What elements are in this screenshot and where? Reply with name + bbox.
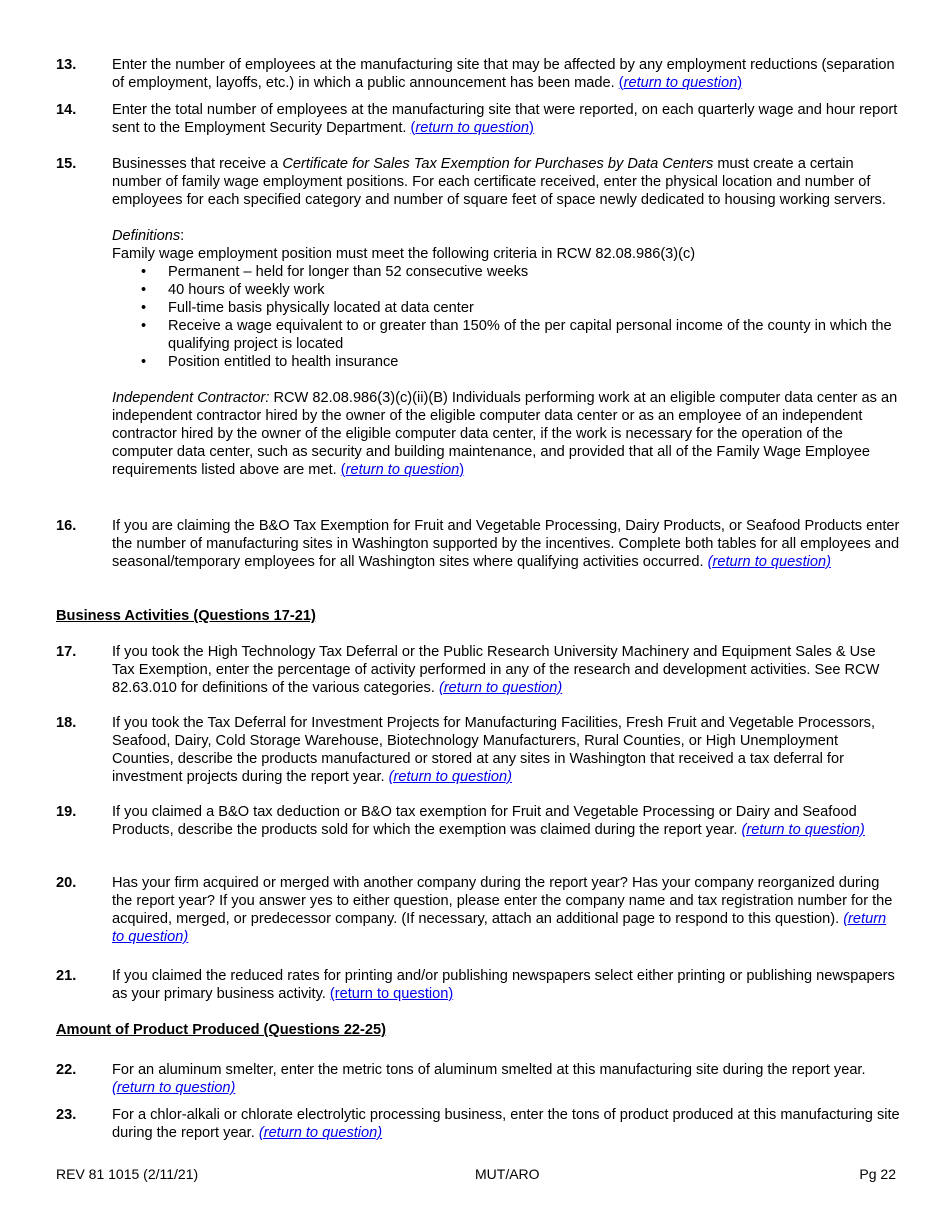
- return-to-question-link[interactable]: (return to question): [388, 769, 512, 785]
- question-text: For an aluminum smelter, enter the metric tons of aluminum smelted at this manufacturing site during the report year.: [112, 1062, 866, 1078]
- question-20: [56, 874, 902, 946]
- footer-center-label: MUT/ARO: [475, 1166, 540, 1182]
- footer-form-number: REV 81 1015 (2/11/21): [56, 1166, 199, 1182]
- return-to-question-link[interactable]: (return to question): [410, 120, 534, 136]
- question-17: [56, 643, 902, 697]
- question-19: [56, 803, 902, 839]
- return-to-question-link[interactable]: (return to question): [618, 75, 743, 91]
- return-to-question-link[interactable]: (return to question): [112, 911, 887, 945]
- list-item: • Position entitled to health insurance: [168, 353, 902, 371]
- question-text: If you took the Tax Deferral for Investment Projects for Manufacturing Facilities, Fresh Fruit and Vegetable Processors, Seafood, Dairy, Cold Storage Warehouse, Biotechnology Manufacturers, Rural Counties, or High Unemployment Counties, describe the products manufactured or stored at any sites in Washington that received a tax deferral for investment projects during the report year.: [112, 715, 875, 785]
- return-to-question-link[interactable]: (return to question): [340, 462, 465, 478]
- question-text: Businesses that receive a Certificate for Sales Tax Exemption for Purchases by Data Centers must create a certain number of family wage employment positions. For each certificate received, enter the physical location and number of employees for each specified category and number of square feet of space newly dedicated to housing working servers.: [112, 156, 886, 208]
- question-15: [56, 155, 902, 479]
- return-to-question-link[interactable]: (return to question): [258, 1125, 383, 1141]
- question-text: Has your firm acquired or merged with another company during the report year? Has your company reorganized during the report year? If you answer yes to either question, please enter the company name and tax registration number for the acquired, merged, or predecessor company. (If necessary, attach an additional page to respond to this question).: [112, 875, 893, 927]
- independent-contractor-text: Independent Contractor: RCW 82.08.986(3)(c)(ii)(B) Individuals performing work at an eligible computer data center as an independent contractor hired by the owner of the eligible computer data center or as an employee of an independent contractor hired by the owner of the eligible computer data center, if the work is necessary for the operation of the computer data center, such as security and building maintenance, and provided that all of the Family Wage Employee requirements listed above are met. (return to question): [112, 390, 898, 478]
- question-13: [56, 56, 902, 92]
- question-number: 19.: [56, 804, 77, 820]
- return-to-question-link[interactable]: (return to question): [741, 822, 865, 838]
- return-to-question-link[interactable]: (return to question): [707, 554, 831, 570]
- list-item: • 40 hours of weekly work: [168, 281, 902, 299]
- return-to-question-link[interactable]: (return to question): [329, 986, 454, 1002]
- list-item: • Permanent – held for longer than 52 consecutive weeks: [168, 263, 902, 281]
- question-text: If you claimed a B&O tax deduction or B&O tax exemption for Fruit and Vegetable Processing or Dairy and Seafood Products, describe the products sold for which the exemption was claimed during the report year.: [112, 804, 857, 838]
- question-number: 20.: [56, 875, 77, 891]
- question-18: [56, 714, 902, 786]
- definitions-heading: Definitions:: [112, 228, 185, 244]
- question-21: [56, 967, 902, 1003]
- list-item: • Full-time basis physically located at data center: [168, 299, 902, 317]
- question-text: If you claimed the reduced rates for printing and/or publishing newspapers select either printing or publishing newspapers as your primary business activity.: [112, 968, 895, 1002]
- return-to-question-link[interactable]: (return to question): [438, 680, 563, 696]
- section-heading-amount-of-product: Amount of Product Produced (Questions 22-25): [56, 1022, 387, 1038]
- question-number: 13.: [56, 57, 77, 73]
- question-text: If you took the High Technology Tax Deferral or the Public Research University Machinery and Equipment Sales & Use Tax Exemption, enter the percentage of activity performed in any of the research and development activities. See RCW 82.63.010 for definitions of the various categories.: [112, 644, 880, 696]
- criteria-list: [112, 263, 902, 371]
- footer-page-number: Pg 22: [859, 1166, 896, 1182]
- list-item: • Receive a wage equivalent to or greater than 150% of the per capital personal income of the county in which the qualifying project is located: [168, 317, 902, 353]
- question-number: 22.: [56, 1062, 77, 1078]
- question-text: Enter the total number of employees at the manufacturing site that were reported, on each quarterly wage and hour report sent to the Employment Security Department.: [112, 102, 898, 136]
- question-number: 14.: [56, 102, 77, 118]
- return-to-question-link[interactable]: (return to question): [112, 1080, 236, 1096]
- question-number: 16.: [56, 518, 77, 534]
- question-14: [56, 101, 902, 137]
- question-23: [56, 1106, 902, 1142]
- question-number: 23.: [56, 1107, 77, 1123]
- family-wage-criteria: Family wage employment position must meet the following criteria in RCW 82.08.986(3)(c): [112, 246, 696, 262]
- section-heading-business-activities: Business Activities (Questions 17-21): [56, 608, 316, 624]
- question-number: 15.: [56, 156, 77, 172]
- question-22: [56, 1061, 902, 1097]
- question-number: 18.: [56, 715, 77, 731]
- question-text: If you are claiming the B&O Tax Exemption for Fruit and Vegetable Processing, Dairy Products, or Seafood Products enter the number of manufacturing sites in Washington supported by the incentives. Complete both tables for all employees and seasonal/temporary employees for all Washington sites where qualifying activities occurred.: [112, 518, 900, 570]
- question-text: For a chlor-alkali or chlorate electrolytic processing business, enter the tons of product produced at this manufacturing site during the report year.: [112, 1107, 900, 1141]
- question-16: [56, 517, 902, 571]
- question-text: Enter the number of employees at the manufacturing site that may be affected by any employment reductions (separation of employment, layoffs, etc.) in which a public announcement has been made.: [112, 57, 895, 91]
- question-number: 21.: [56, 968, 77, 984]
- question-number: 17.: [56, 644, 77, 660]
